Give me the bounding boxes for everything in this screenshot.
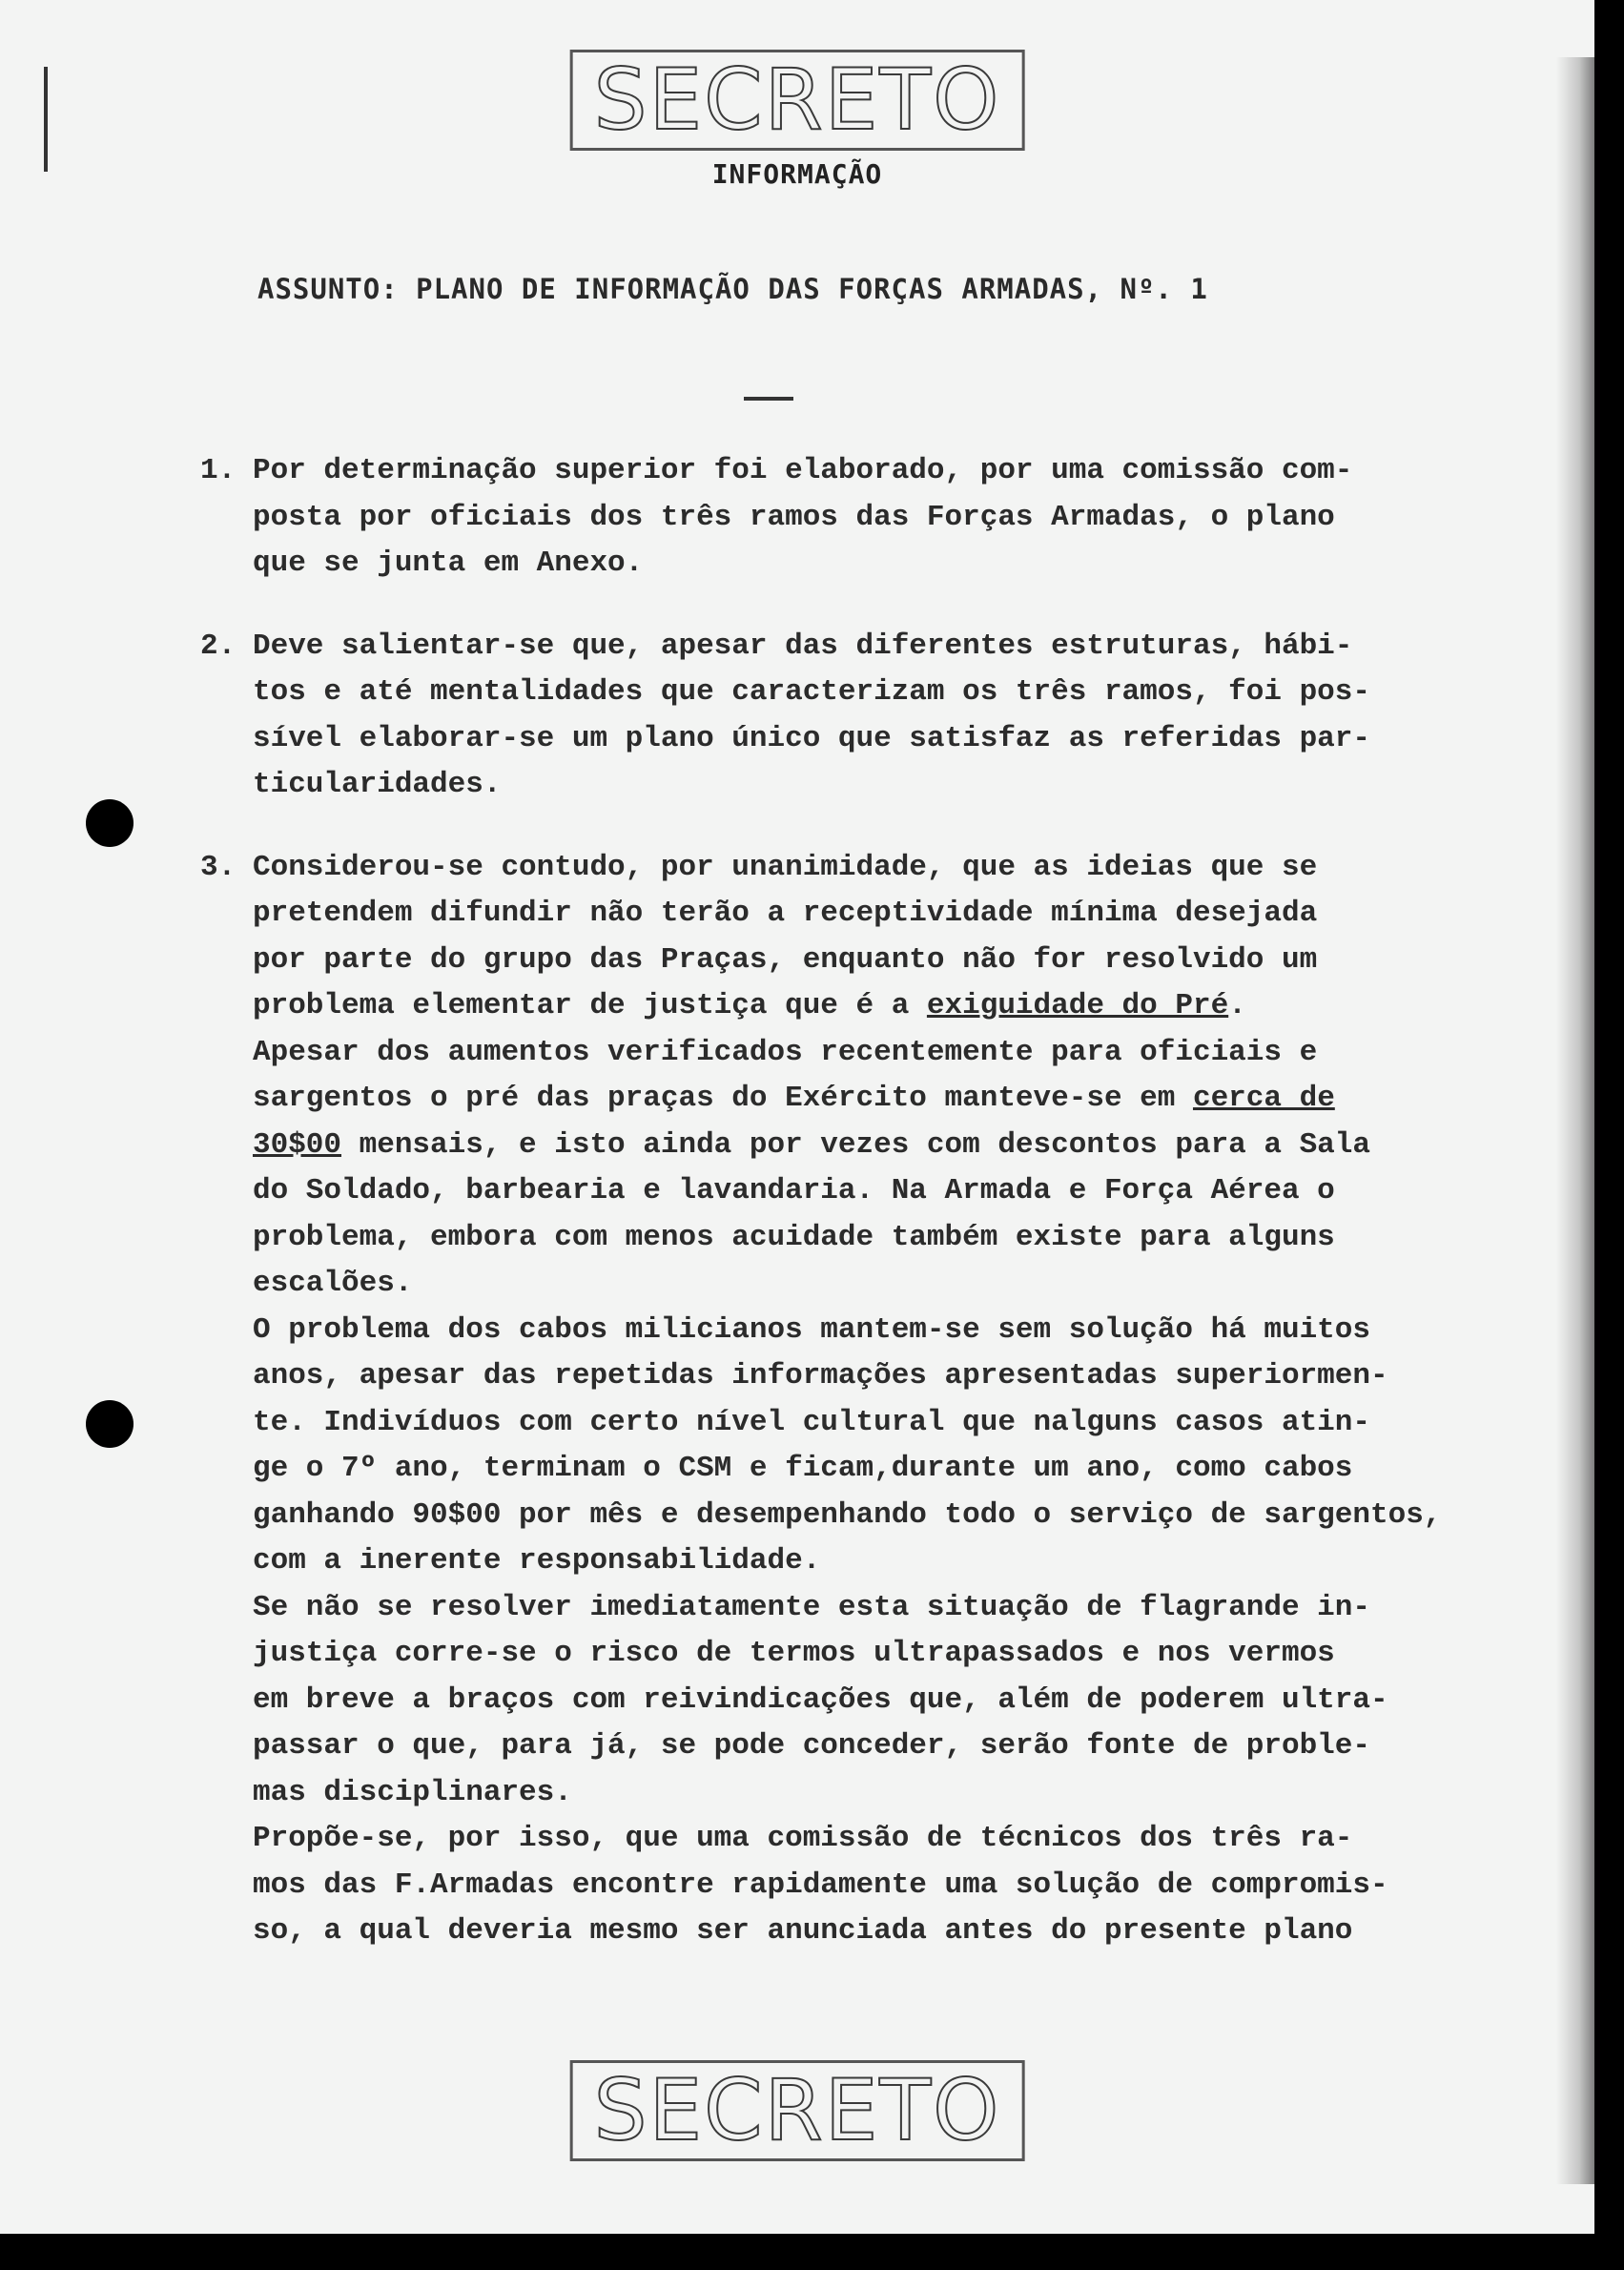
punch-hole-icon [86,1400,134,1448]
text-segment: sargentos o pré das praças do Exército manteve-se em [253,1082,1193,1115]
separator [744,397,793,401]
secret-stamp-top: SECRETO [570,50,1025,151]
text-line [253,1123,1469,1169]
document-type: INFORMAÇÃO [711,158,883,190]
text-line: que se junta em Anexo. [253,547,644,580]
paragraph-number: 1. [200,454,236,487]
text-line: passar o que, para já, se pode conceder, serão fonte de proble- [253,1729,1370,1763]
text-segment: problema elementar de justiça que é a [253,989,927,1022]
paragraph-3 [200,845,1469,1955]
text-line: ganhando 90$00 por mês e desempenhando todo o serviço de sargentos, [253,1497,1442,1532]
text-line: Considerou-se contudo, por unanimidade, que as ideias que se [253,850,1318,884]
text-line: Propõe-se, por isso, que uma comissão de técnicos dos três ra- [253,1822,1353,1855]
underlined-text: exiguidade do Pré [926,989,1229,1022]
text-line: te. Indivíduos com certo nível cultural que nalguns casos atin- [253,1405,1370,1439]
text-line: mas disciplinares. [253,1775,572,1809]
text-line: O problema dos cabos milicianos mantem-se sem solução há muitos [253,1312,1370,1347]
text-line: Apesar dos aumentos verificados recentemente para oficiais e [253,1035,1318,1069]
paragraph-2 [200,624,1469,809]
text-line: sível elaborar-se um plano único que satisfaz as referidas par- [253,721,1370,755]
underlined-text: 30$00 [253,1127,342,1162]
text-line: Se não se resolver imediatamente esta situação de flagrande in- [253,1590,1370,1624]
text-line: posta por oficiais dos três ramos das Forças Armadas, o plano [253,500,1335,534]
scan-shadow [1556,57,1594,2184]
paragraph-number: 3. [200,850,236,884]
text-line: ge o 7º ano, terminam o CSM e ficam,durante um ano, como cabos [253,1452,1353,1485]
text-line: tos e até mentalidades que caracterizam os três ramos, foi pos- [253,675,1370,709]
punch-hole-icon [86,799,134,847]
paragraph-number: 2. [200,629,236,663]
text-line: justiça corre-se o risco de termos ultrapassados e nos vermos [253,1637,1335,1670]
text-line: problema, embora com menos acuidade também existe para alguns [253,1220,1335,1254]
text-line: em breve a braços com reivindicações que, além de poderem ultra- [253,1682,1388,1717]
text-line: por parte do grupo das Praças, enquanto não for resolvido um [253,942,1318,977]
text-line: mos das F.Armadas encontre rapidamente uma solução de compromis- [253,1868,1388,1902]
text-line: anos, apesar das repetidas informações apresentadas superiormen- [253,1359,1388,1393]
text-line: so, a qual deveria mesmo ser anunciada antes do presente plano [253,1914,1353,1948]
text-line: com a inerente responsabilidade. [253,1544,821,1578]
text-line: pretendem difundir não terão a receptividade mínima desejada [253,897,1318,930]
text-segment: mensais, e isto ainda por vezes com descontos para a Sala [341,1127,1370,1162]
text-line [253,983,1469,1030]
text-line: Deve salientar-se que, apesar das diferentes estruturas, hábi- [253,629,1353,663]
text-line: escalões. [253,1267,413,1300]
secret-stamp-bottom: SECRETO [570,2060,1025,2161]
paragraph-1 [200,448,1469,588]
text-line: do Soldado, barbearia e lavandaria. Na Armada e Força Aérea o [253,1174,1335,1207]
binder-mark [44,67,48,172]
text-line: Por determinação superior foi elaborado, por uma comissão com- [253,454,1353,487]
text-line [253,1076,1469,1123]
underlined-text: cerca de [1192,1082,1335,1115]
text-segment: . [1228,989,1246,1022]
text-line: ticularidades. [253,768,502,801]
subject-line: ASSUNTO: PLANO DE INFORMAÇÃO DAS FORÇAS ARMADAS, Nº. 1 [257,273,1208,305]
document-body [200,448,1469,1991]
